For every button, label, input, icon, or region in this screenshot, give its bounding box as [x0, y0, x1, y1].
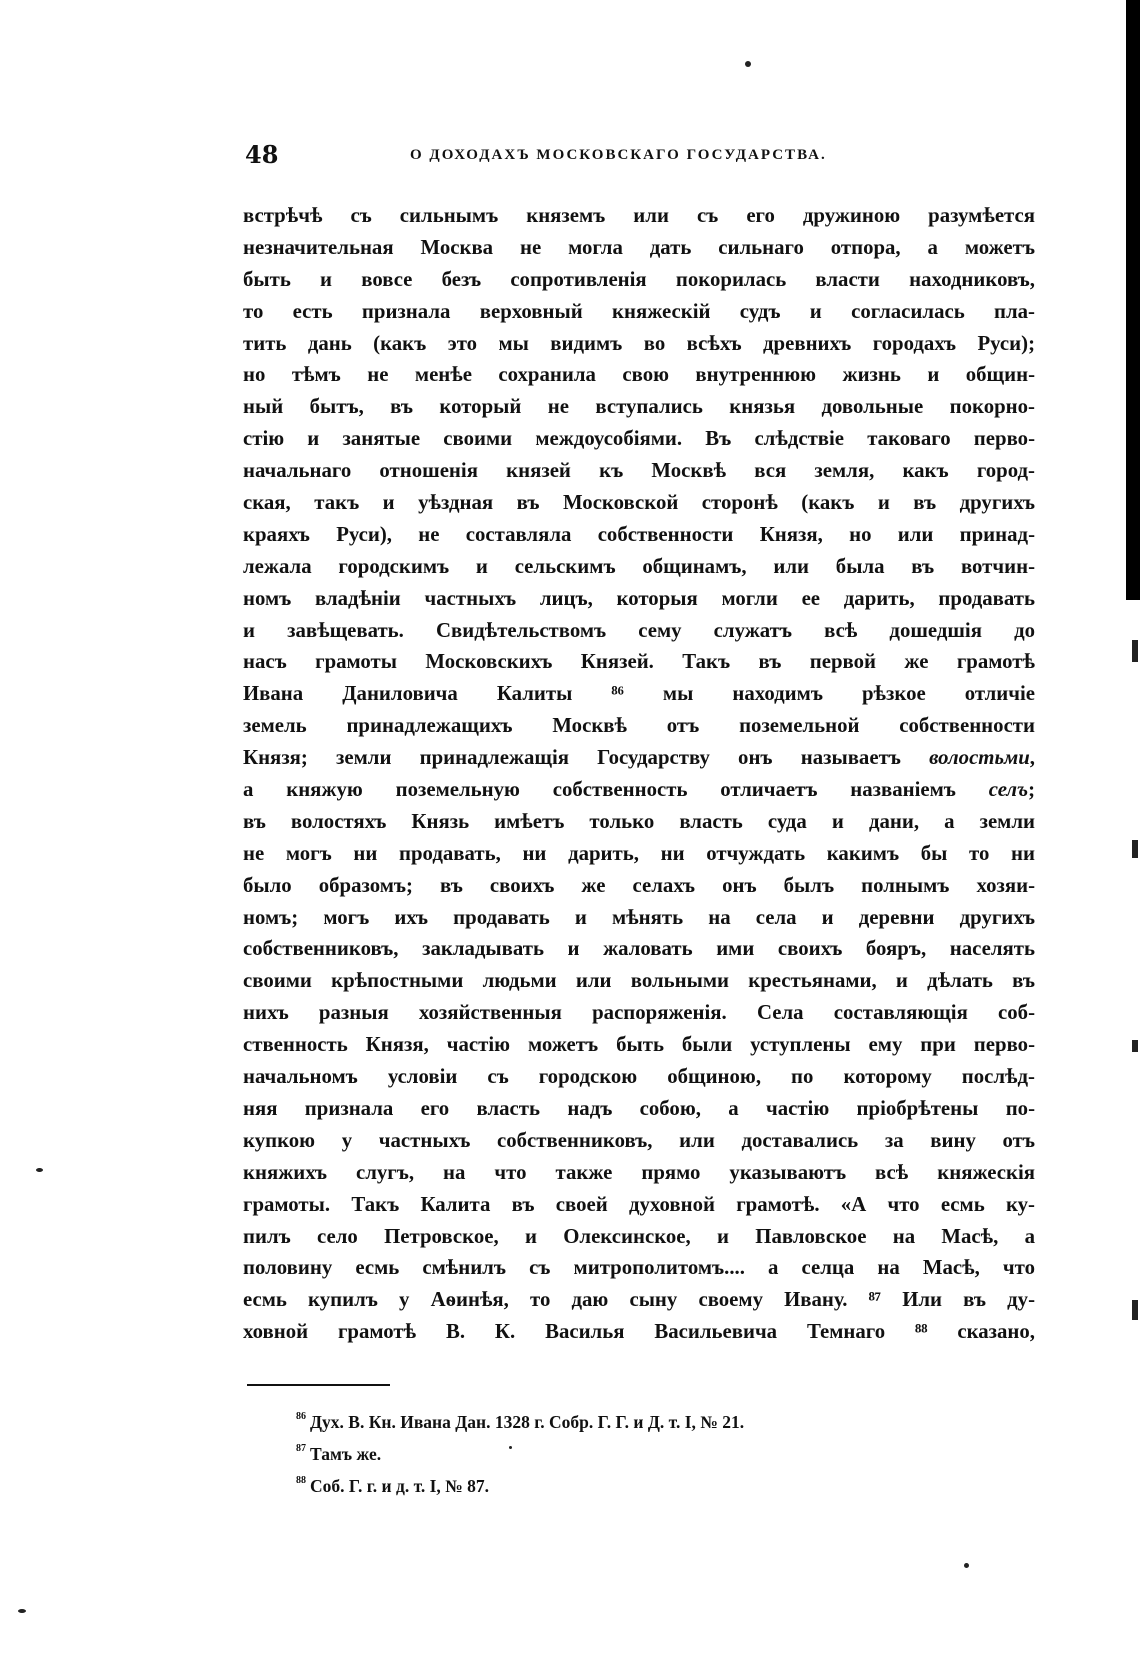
- text-line: краяхъ Руси), не составляла собственности Князя, но или принад-: [243, 522, 1035, 546]
- text-line: было образомъ; въ своихъ же селахъ онъ былъ полнымъ хозяи-: [243, 873, 1035, 897]
- text-line: купкою у частныхъ собственниковъ, или доставались за вину отъ: [243, 1128, 1035, 1152]
- text-line: ственность Князя, частію можетъ быть были уступлены ему при перво-: [243, 1033, 1035, 1057]
- footnote-text: Дух. В. Кн. Ивана Дан. 1328 г. Собр. Г. Г. и Д. т. I, № 21.: [310, 1412, 745, 1432]
- emphasized-term: селъ: [988, 778, 1029, 802]
- scan-speck: [745, 61, 751, 67]
- page-header: [245, 140, 1035, 174]
- text-line: ный бытъ, въ который не вступались князья довольные покорно-: [243, 395, 1035, 419]
- text-line: номъ владѣніи частныхъ лицъ, которыя могли ее дарить, продавать: [243, 586, 1035, 610]
- text-line: начальнаго отношенія князей къ Москвѣ вся земля, какъ город-: [243, 459, 1035, 483]
- text-line: въ волостяхъ Князь имѣетъ только власть суда и дани, а земли: [243, 809, 1035, 833]
- page-number: 48: [245, 140, 279, 169]
- text-line: незначительная Москва не могла дать сильнаго отпора, а можетъ: [243, 235, 1035, 259]
- text-line: земель принадлежащихъ Москвѣ отъ поземельной собственности: [243, 714, 1035, 738]
- text-line: няя признала его власть надъ собою, а частію пріобрѣтены по-: [243, 1096, 1035, 1120]
- emphasized-term: волостьми: [929, 746, 1030, 770]
- main-text: [243, 200, 1035, 1348]
- running-title: О ДОХОДАХЪ МОСКОВСКАГО ГОСУДАРСТВА.: [410, 147, 827, 163]
- text-line: есмь купилъ у Аѳинѣя, то даю сыну своему Ивану. ⁸⁷ Или въ ду-: [243, 1288, 1035, 1312]
- footnote-mark: 87: [296, 1443, 306, 1454]
- text-line: начальномъ условіи съ городскою общиною, по которому послѣд-: [243, 1065, 1035, 1089]
- text-line: ская, такъ и уѣздная въ Московской сторонѣ (какъ и въ другихъ: [243, 491, 1035, 515]
- text-line: номъ; могъ ихъ продавать и мѣнять на села и деревни другихъ: [243, 905, 1035, 929]
- footnote: [296, 1470, 996, 1502]
- text-line: ховной грамотѣ В. К. Василья Васильевича Темнаго ⁸⁸ сказано,: [243, 1320, 1035, 1344]
- text-line: лежала городскимъ и сельскимъ общинамъ, или была въ вотчин-: [243, 554, 1035, 578]
- text-line: половину есмь смѣнилъ съ митрополитомъ.... а селца на Масѣ, что: [243, 1256, 1035, 1280]
- footnote: [296, 1406, 996, 1438]
- footnote: [296, 1438, 996, 1470]
- scan-speck: [964, 1563, 969, 1568]
- text-line: а княжую поземельную собственность отличаетъ названіемъ селъ;: [243, 778, 1035, 802]
- text-line: собственниковъ, закладывать и жаловать ими своихъ бояръ, населять: [243, 937, 1035, 961]
- text-line: насъ грамоты Московскихъ Князей. Такъ въ первой же грамотѣ: [243, 650, 1035, 674]
- text-line: пилъ село Петровское, и Олексинское, и Павловское на Масѣ, а: [243, 1224, 1035, 1248]
- text-line: тить дань (какъ это мы видимъ во всѣхъ древнихъ городахъ Руси);: [243, 331, 1035, 355]
- footnote-mark: 86: [296, 1411, 306, 1422]
- footnote-text: Тамъ же.: [310, 1444, 382, 1464]
- footnote-mark: 88: [296, 1475, 306, 1486]
- text-line: и завѣщевать. Свидѣтельствомъ сему служатъ всѣ дошедшія до: [243, 618, 1035, 642]
- footnote-divider: [247, 1384, 390, 1386]
- scan-edge-marks: [1128, 600, 1138, 1500]
- text-line: Князя; земли принадлежащія Государству онъ называетъ волостьми,: [243, 746, 1035, 770]
- scan-speck: [36, 1168, 43, 1172]
- text-line: быть и вовсе безъ сопротивленія покорилась власти находниковъ,: [243, 267, 1035, 291]
- text-line: нихъ разныя хозяйственныя распоряженія. Села составляющія соб-: [243, 1001, 1035, 1025]
- text-line: стію и занятые своими междоусобіями. Въ слѣдствіе таковаго перво-: [243, 427, 1035, 451]
- scan-speck: [18, 1609, 26, 1613]
- scan-edge-shadow: [1126, 0, 1140, 600]
- text-line: то есть признала верховный княжескій судъ и согласилась пла-: [243, 299, 1035, 323]
- footnote-text: Соб. Г. г. и д. т. I, № 87.: [310, 1476, 490, 1496]
- text-line: своими крѣпостными людьми или вольными крестьянами, и дѣлать въ: [243, 969, 1035, 993]
- text-line: но тѣмъ не менѣе сохранила свою внутреннюю жизнь и общин-: [243, 363, 1035, 387]
- text-line: княжихъ слугъ, на что также прямо указываютъ всѣ княжескія: [243, 1160, 1035, 1184]
- text-line: не могъ ни продавать, ни дарить, ни отчуждать какимъ бы то ни: [243, 841, 1035, 865]
- text-line: Ивана Даниловича Калиты ⁸⁶ мы находимъ рѣзкое отличіе: [243, 682, 1035, 706]
- text-line: грамоты. Такъ Калита въ своей духовной грамотѣ. «А что есмь ку-: [243, 1192, 1035, 1216]
- text-line: встрѣчѣ съ сильнымъ княземъ или съ его дружиною разумѣется: [243, 204, 1035, 227]
- footnotes: [296, 1406, 996, 1502]
